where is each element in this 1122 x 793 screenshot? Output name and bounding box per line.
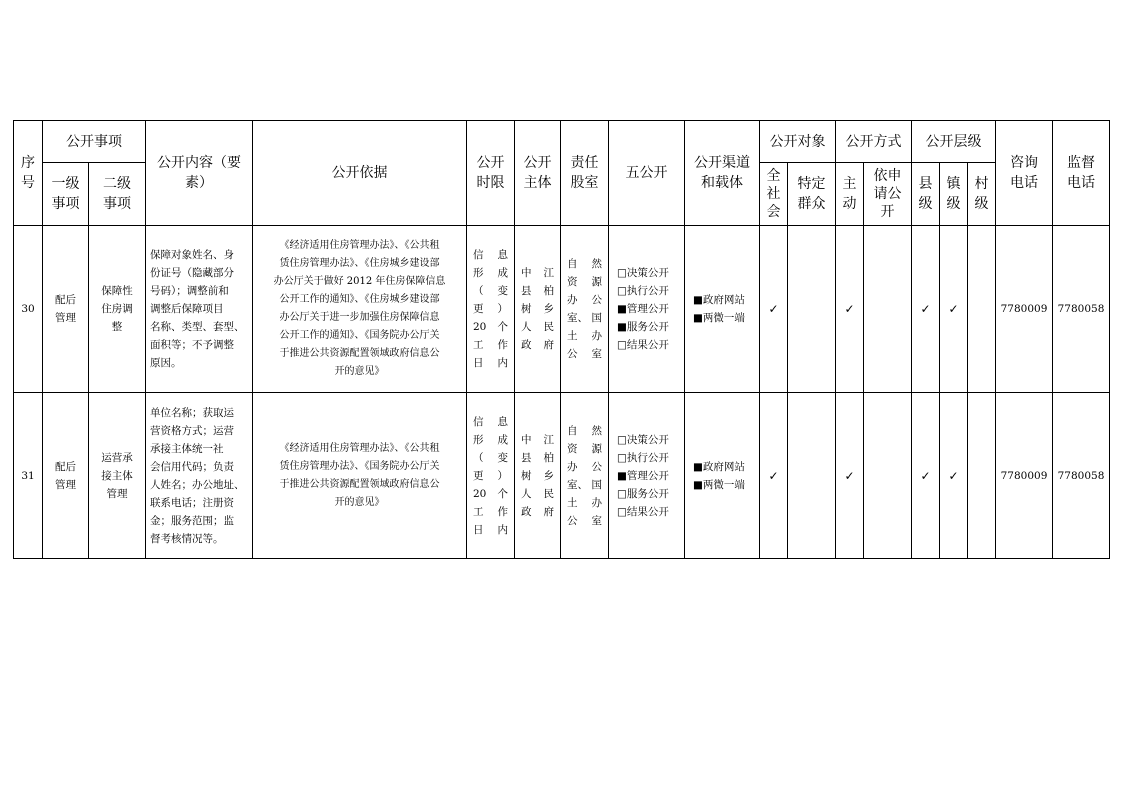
header-item-group: 公开事项: [43, 121, 146, 163]
row-consult-phone: 7780009: [996, 226, 1053, 393]
header-subject: 公开 主体: [515, 121, 561, 226]
header-five: 五公开: [609, 121, 685, 226]
row-supervise-phone: 7780058: [1053, 393, 1110, 559]
row-time: 信 息 形 成 （ 变 更 ） 20 个 工 作 日 内: [467, 393, 515, 559]
header-method-group: 公开方式: [836, 121, 912, 163]
table-row: [14, 226, 1110, 393]
header-channel: 公开渠道 和载体: [685, 121, 760, 226]
header-level2: 二级 事项: [89, 163, 146, 226]
row-method-apply: [864, 226, 912, 393]
header-time: 公开 时限: [467, 121, 515, 226]
row-county: ✓: [912, 393, 940, 559]
header-supervise: 监督 电话: [1053, 121, 1110, 226]
header-county: 县 级: [912, 163, 940, 226]
row-dept: 自 然 资 源 办 公 室、 国 土 办 公 室: [561, 226, 609, 393]
disclosure-table: [13, 120, 1110, 559]
row-channel: ■政府网站 ■两微一端: [685, 393, 760, 559]
row-target-all: ✓: [760, 393, 788, 559]
row-county: ✓: [912, 226, 940, 393]
table-row: [14, 393, 1110, 559]
header-target-group: 公开对象: [760, 121, 836, 163]
header-basis: 公开依据: [253, 121, 467, 226]
header-consult: 咨询 电话: [996, 121, 1053, 226]
row-seq: 30: [14, 226, 43, 393]
header-target-specific: 特定 群众: [788, 163, 836, 226]
row-target-specific: [788, 393, 836, 559]
header-seq: 序 号: [14, 121, 43, 226]
header-target-all: 全 社 会: [760, 163, 788, 226]
row-channel: ■政府网站 ■两微一端: [685, 226, 760, 393]
row-time: 信 息 形 成 （ 变 更 ） 20 个 工 作 日 内: [467, 226, 515, 393]
header-content: 公开内容（要 素）: [146, 121, 253, 226]
header-level1: 一级 事项: [43, 163, 89, 226]
row-subject: 中 江 县 柏 树 乡 人 民 政 府: [515, 393, 561, 559]
header-level-group: 公开层级: [912, 121, 996, 163]
row-supervise-phone: 7780058: [1053, 226, 1110, 393]
row-town: ✓: [940, 226, 968, 393]
header-village: 村 级: [968, 163, 996, 226]
row-seq: 31: [14, 393, 43, 559]
row-target-specific: [788, 226, 836, 393]
row-basis: 《经济适用住房管理办法》、《公共租 赁住房管理办法》、《国务院办公厅关 于推进公共资源配置领域政府信息公 开的意见》: [253, 393, 467, 559]
header-dept: 责任 股室: [561, 121, 609, 226]
row-basis: 《经济适用住房管理办法》、《公共租 赁住房管理办法》、《住房城乡建设部 办公厅关于做好 2012 年住房保障信息 公开工作的通知》、《住房城乡建设部 办公厅关于进一步加强住房保障信息 公开工作的通知》、《国务院办公厅关 于推进公共资源配置领域政府信息公 开的意见》: [253, 226, 467, 393]
row-subject: 中 江 县 柏 树 乡 人 民 政 府: [515, 226, 561, 393]
row-method-active: ✓: [836, 393, 864, 559]
row-content: 单位名称；获取运 营资格方式；运营 承接主体统一社 会信用代码；负责 人姓名；办公地址、 联系电话；注册资 金；服务范围；监 督考核情况等。: [146, 393, 253, 559]
row-level1: 配后 管理: [43, 393, 89, 559]
row-method-active: ✓: [836, 226, 864, 393]
row-level2: 保障性 住房调 整: [89, 226, 146, 393]
header-town: 镇 级: [940, 163, 968, 226]
row-town: ✓: [940, 393, 968, 559]
row-target-all: ✓: [760, 226, 788, 393]
row-dept: 自 然 资 源 办 公 室、 国 土 办 公 室: [561, 393, 609, 559]
row-method-apply: [864, 393, 912, 559]
row-level2: 运营承 接主体 管理: [89, 393, 146, 559]
header-method-active: 主 动: [836, 163, 864, 226]
row-level1: 配后 管理: [43, 226, 89, 393]
row-village: [968, 393, 996, 559]
row-village: [968, 226, 996, 393]
row-content: 保障对象姓名、身 份证号（隐藏部分 号码）；调整前和 调整后保障项目 名称、类型、套型、 面积等；不予调整 原因。: [146, 226, 253, 393]
row-consult-phone: 7780009: [996, 393, 1053, 559]
row-five: □决策公开 □执行公开 ■管理公开 □服务公开 □结果公开: [609, 393, 685, 559]
row-five: □决策公开 □执行公开 ■管理公开 ■服务公开 □结果公开: [609, 226, 685, 393]
header-method-apply: 依申 请公 开: [864, 163, 912, 226]
